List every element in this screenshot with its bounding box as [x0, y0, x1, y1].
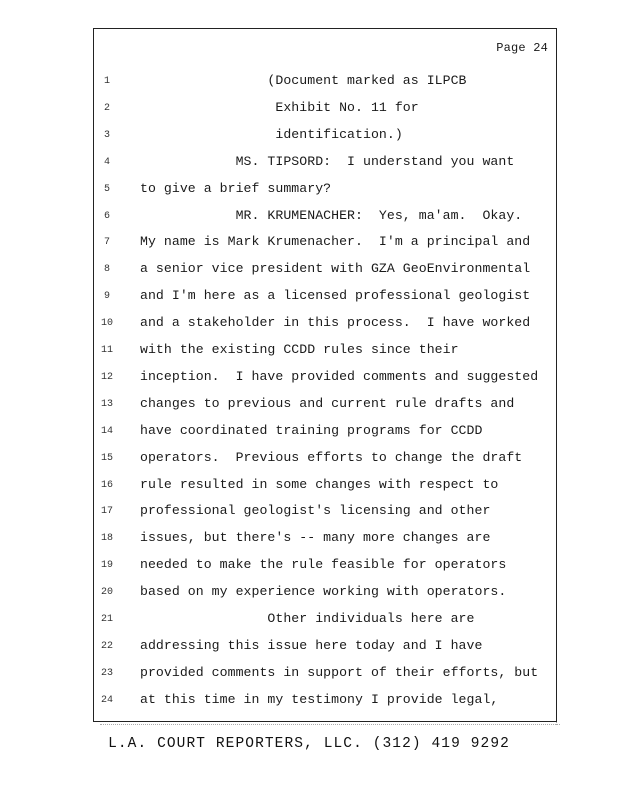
- line-number: 17: [100, 506, 113, 518]
- transcript-line: [94, 503, 556, 529]
- line-text: operators. Previous efforts to change the draft: [140, 449, 523, 465]
- line-text: Other individuals here are: [140, 611, 475, 626]
- line-number: 14: [100, 425, 113, 437]
- transcript-line: [94, 342, 556, 368]
- line-number: 13: [100, 398, 113, 410]
- line-number: 23: [100, 667, 113, 679]
- line-text: MR. KRUMENACHER: Yes, ma'am. Okay.: [140, 207, 523, 223]
- line-number: 19: [100, 560, 113, 572]
- line-number: 16: [100, 479, 113, 491]
- page-number: Page 24: [496, 41, 548, 55]
- line-text: and a stakeholder in this process. I have worked: [140, 315, 531, 331]
- line-text: (Document marked as ILPCB: [140, 73, 467, 88]
- transcript-line: [94, 611, 556, 637]
- line-text: changes to previous and current rule drafts and: [140, 395, 515, 411]
- transcript-line: [94, 181, 556, 207]
- line-text: with the existing CCDD rules since their: [140, 342, 459, 357]
- line-number: 12: [100, 371, 113, 383]
- line-text: issues, but there's -- many more changes are: [140, 530, 491, 546]
- line-text: addressing this issue here today and I have: [140, 637, 483, 653]
- line-number: 2: [103, 102, 110, 114]
- line-number: 22: [100, 640, 113, 652]
- transcript-line: [94, 154, 556, 180]
- line-text: rule resulted in some changes with respect to: [140, 476, 499, 492]
- transcript-line: [94, 530, 556, 556]
- line-number: 24: [100, 694, 113, 706]
- line-number: 1: [103, 76, 110, 87]
- line-text: professional geologist's licensing and other: [140, 503, 491, 519]
- transcript-line: [94, 100, 556, 126]
- line-text: My name is Mark Krumenacher. I'm a principal and: [140, 234, 531, 250]
- line-text: identification.): [140, 126, 403, 142]
- transcript-line: [94, 477, 556, 503]
- line-text: Exhibit No. 11 for: [140, 99, 419, 115]
- line-text: to give a brief summary?: [140, 180, 332, 196]
- line-number: 11: [100, 345, 113, 356]
- transcript-line: [94, 127, 556, 153]
- transcript-line: [94, 396, 556, 422]
- transcript-line: [94, 557, 556, 583]
- transcript-line: [94, 288, 556, 314]
- line-text: based on my experience working with operators.: [140, 584, 507, 600]
- transcript-line: [94, 692, 556, 718]
- transcript-line: [94, 261, 556, 287]
- line-number: 20: [100, 587, 113, 599]
- line-number: 7: [103, 237, 110, 249]
- transcript-line: [94, 73, 556, 99]
- line-text: at this time in my testimony I provide legal,: [140, 691, 499, 707]
- court-reporter-footer: L.A. COURT REPORTERS, LLC. (312) 419 9292: [108, 736, 510, 752]
- transcript-line: [94, 208, 556, 234]
- scan-edge-right: [556, 35, 565, 725]
- line-number: 21: [100, 614, 113, 625]
- line-text: provided comments in support of their efforts, but: [140, 664, 539, 680]
- line-text: needed to make the rule feasible for operators: [140, 557, 507, 573]
- transcript-line: [94, 584, 556, 610]
- line-text: have coordinated training programs for CCDD: [140, 422, 483, 438]
- line-text: and I'm here as a licensed professional geologist: [140, 288, 531, 304]
- line-number: 3: [103, 129, 110, 141]
- line-text: inception. I have provided comments and suggested: [140, 368, 539, 384]
- line-number: 8: [103, 264, 110, 276]
- transcript-line: [94, 315, 556, 341]
- transcript-line: [94, 665, 556, 691]
- line-text: a senior vice president with GZA GeoEnvironmental: [140, 261, 531, 277]
- line-number: 18: [100, 533, 113, 545]
- transcript-line: [94, 234, 556, 260]
- transcript-line: [94, 369, 556, 395]
- line-number: 15: [100, 452, 113, 464]
- line-text: MS. TIPSORD: I understand you want: [140, 153, 515, 169]
- transcript-line: [94, 450, 556, 476]
- line-number: 9: [103, 291, 110, 303]
- line-number: 6: [103, 210, 110, 222]
- transcript-line: [94, 638, 556, 664]
- line-number: 5: [103, 183, 110, 195]
- line-number: 10: [100, 318, 113, 330]
- transcript-page: [93, 28, 557, 722]
- transcript-line: [94, 423, 556, 449]
- line-number: 4: [103, 156, 110, 168]
